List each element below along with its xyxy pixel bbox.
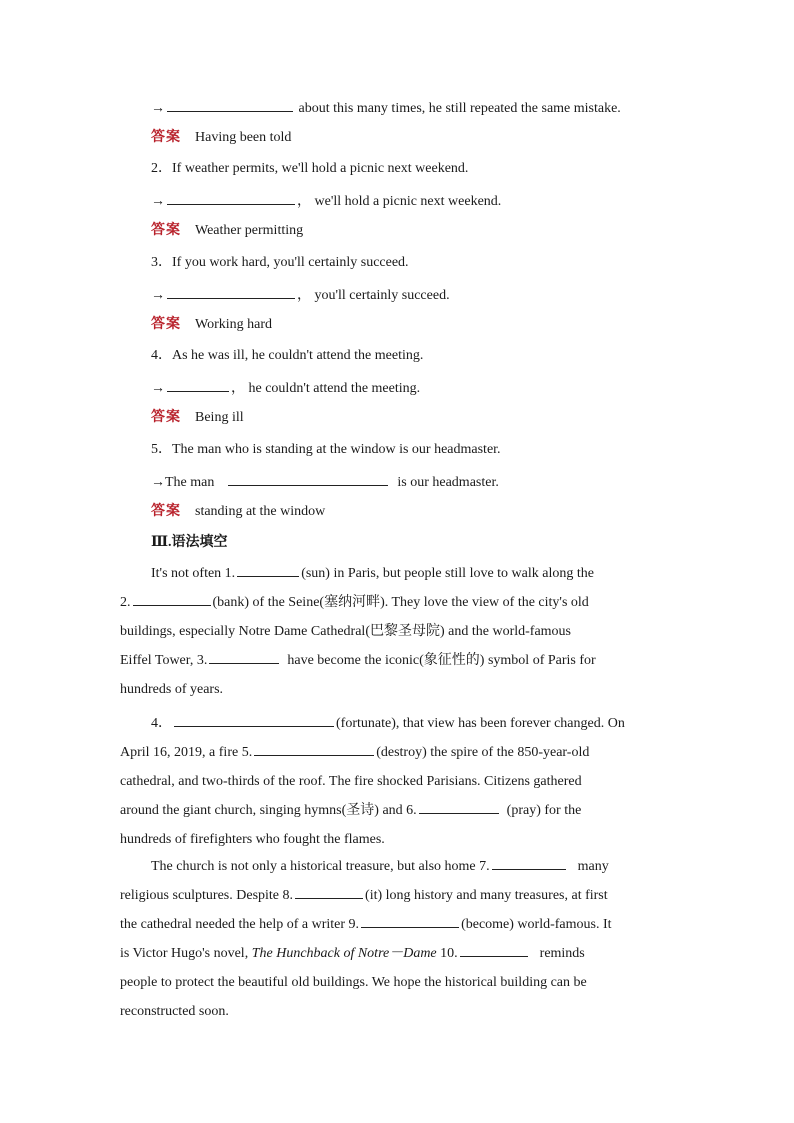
question-3 bbox=[0, 253, 794, 273]
question-2 bbox=[0, 159, 794, 179]
question-number: 2． bbox=[151, 161, 172, 176]
fill-blank-8[interactable] bbox=[295, 884, 363, 899]
fill-blank-9[interactable] bbox=[361, 913, 459, 928]
question-number: 5． bbox=[151, 442, 172, 457]
fill-blank-7[interactable] bbox=[492, 855, 566, 870]
section-title bbox=[0, 533, 794, 553]
rewrite-text: about this many times, he still repeated the same mistake. bbox=[298, 101, 621, 116]
answer-line-3 bbox=[0, 315, 794, 335]
rewrite-line-4 bbox=[0, 377, 794, 397]
rewrite-line-2 bbox=[0, 190, 794, 210]
rewrite-text: is our headmaster. bbox=[397, 475, 499, 490]
arrow-icon: → bbox=[151, 194, 165, 209]
fill-blank-3[interactable] bbox=[209, 649, 279, 664]
passage-line: Eiffel Tower, 3. have become the iconic(象征性的) symbol of Paris for bbox=[120, 646, 673, 675]
passage-line: 4． (fortunate), that view has been forever changed. On bbox=[120, 709, 673, 738]
question-text: If weather permits, we'll hold a picnic next weekend. bbox=[172, 161, 469, 176]
answer-label: 答案 bbox=[151, 317, 181, 332]
question-text: If you work hard, you'll certainly succeed. bbox=[172, 255, 409, 270]
answer-line-1 bbox=[0, 128, 794, 148]
answer-text: standing at the window bbox=[195, 504, 326, 519]
answer-blank[interactable] bbox=[167, 377, 229, 392]
passage-line: The church is not only a historical treasure, but also home 7. many bbox=[120, 852, 673, 881]
rewrite-text: ， you'll certainly succeed. bbox=[297, 288, 450, 303]
answer-blank[interactable] bbox=[228, 471, 388, 486]
passage-line: hundreds of firefighters who fought the flames. bbox=[120, 832, 385, 847]
question-text: As he was ill, he couldn't attend the meeting. bbox=[172, 348, 424, 363]
rewrite-line-5 bbox=[0, 471, 794, 491]
section-heading: Ⅲ.语法填空 bbox=[151, 535, 228, 550]
passage-line: It's not often 1. (sun) in Paris, but people still love to walk along the bbox=[120, 559, 673, 588]
rewrite-text: ， he couldn't attend the meeting. bbox=[231, 381, 421, 396]
passage-line: around the giant church, singing hymns(圣诗) and 6. (pray) for the bbox=[120, 796, 673, 825]
arrow-icon: → bbox=[151, 475, 165, 490]
passage-line: hundreds of years. bbox=[120, 682, 224, 697]
arrow-icon: → bbox=[151, 381, 165, 396]
passage-line: reconstructed soon. bbox=[120, 1004, 229, 1019]
fill-blank-2[interactable] bbox=[133, 591, 211, 606]
question-5 bbox=[0, 440, 794, 460]
arrow-icon: → bbox=[151, 101, 165, 116]
answer-blank[interactable] bbox=[167, 284, 295, 299]
passage-line: 2. (bank) of the Seine(塞纳河畔). They love the view of the city's old bbox=[120, 588, 673, 617]
passage-line: religious sculptures. Despite 8. (it) long history and many treasures, at first bbox=[120, 881, 673, 910]
rewrite-line-3 bbox=[0, 284, 794, 304]
question-number: 4． bbox=[151, 348, 172, 363]
answer-text: Being ill bbox=[195, 410, 244, 425]
passage-line: the cathedral needed the help of a writer 9. (become) world-famous. It bbox=[120, 910, 673, 939]
passage-line: April 16, 2019, a fire 5. (destroy) the spire of the 850-year-old bbox=[120, 738, 673, 767]
answer-line-4 bbox=[0, 408, 794, 428]
fill-blank-10[interactable] bbox=[460, 942, 528, 957]
question-4 bbox=[0, 346, 794, 366]
rewrite-prefix: The man bbox=[165, 475, 215, 490]
answer-text: Having been told bbox=[195, 130, 292, 145]
passage-line: buildings, especially Notre Dame Cathedral(巴黎圣母院) and the world-famous bbox=[120, 624, 571, 639]
passage-paragraph-2 bbox=[120, 709, 673, 854]
answer-text: Working hard bbox=[195, 317, 273, 332]
passage-paragraph-1 bbox=[120, 559, 673, 704]
passage-paragraph-3 bbox=[120, 852, 673, 1026]
answer-label: 答案 bbox=[151, 410, 181, 425]
passage-line: cathedral, and two-thirds of the roof. The fire shocked Parisians. Citizens gathered bbox=[120, 774, 582, 789]
answer-label: 答案 bbox=[151, 223, 181, 238]
answer-line-2 bbox=[0, 221, 794, 241]
fill-blank-6[interactable] bbox=[419, 799, 499, 814]
answer-line-5 bbox=[0, 502, 794, 522]
answer-label: 答案 bbox=[151, 130, 181, 145]
answer-blank[interactable] bbox=[167, 190, 295, 205]
novel-title: The Hunchback of Notre－Dame bbox=[251, 946, 437, 961]
question-text: The man who is standing at the window is our headmaster. bbox=[172, 442, 501, 457]
rewrite-text: ， we'll hold a picnic next weekend. bbox=[297, 194, 502, 209]
rewrite-line-1 bbox=[0, 97, 794, 117]
answer-blank[interactable] bbox=[167, 97, 293, 112]
passage-line: people to protect the beautiful old buildings. We hope the historical building can be bbox=[120, 975, 587, 990]
fill-blank-4[interactable] bbox=[174, 712, 334, 727]
question-number: 3． bbox=[151, 255, 172, 270]
answer-label: 答案 bbox=[151, 504, 181, 519]
fill-blank-1[interactable] bbox=[237, 562, 299, 577]
passage-line: is Victor Hugo's novel, The Hunchback of Notre－Dame 10. reminds bbox=[120, 939, 673, 968]
fill-blank-5[interactable] bbox=[254, 741, 374, 756]
arrow-icon: → bbox=[151, 288, 165, 303]
answer-text: Weather permitting bbox=[195, 223, 304, 238]
